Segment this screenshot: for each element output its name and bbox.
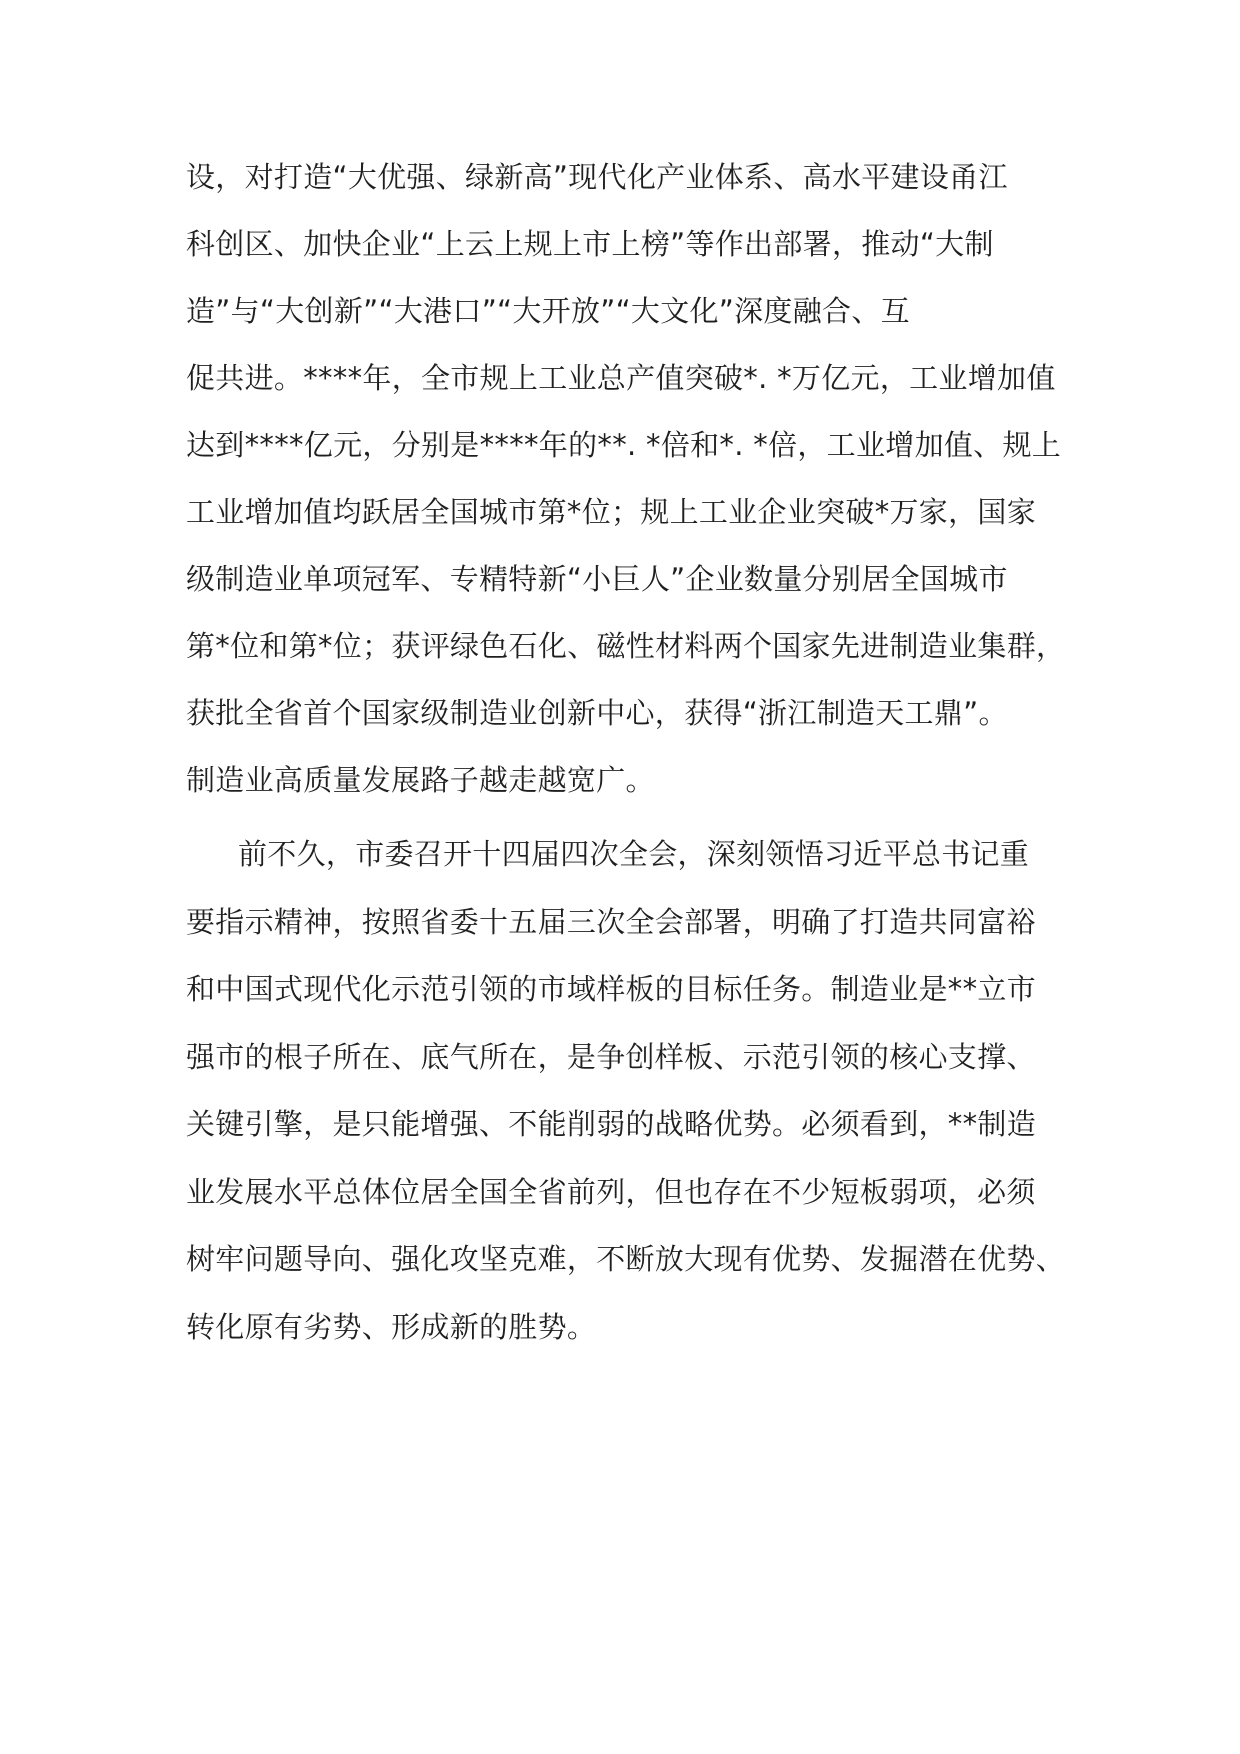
paragraph-2-line: 转化原有劣势、形成新的胜势。 bbox=[186, 1310, 597, 1344]
paragraph-1-line: 造”与“大创新”“大港口”“大开放”“大文化”深度融合、互 bbox=[186, 294, 910, 328]
paragraph-2-line: 强市的根子所在、底气所在，是争创样板、示范引领的核心支撑、 bbox=[186, 1040, 1036, 1074]
paragraph-2-line: 业发展水平总体位居全国全省前列，但也存在不少短板弱项，必须 bbox=[186, 1175, 1036, 1209]
paragraph-2-line: 和中国式现代化示范引领的市域样板的目标任务。制造业是**立市 bbox=[186, 972, 1037, 1006]
paragraph-2-line: 关键引擎，是只能增强、不能削弱的战略优势。必须看到，**制造 bbox=[186, 1107, 1037, 1141]
paragraph-2-line: 树牢问题导向、强化攻坚克难，不断放大现有优势、发掘潜在优势、 bbox=[186, 1242, 1066, 1276]
paragraph-1-line: 获批全省首个国家级制造业创新中心，获得“浙江制造天工鼎”。 bbox=[186, 696, 1008, 730]
paragraph-1-line: 第*位和第*位；获评绿色石化、磁性材料两个国家先进制造业集群， bbox=[186, 629, 1066, 663]
paragraph-1-line: 级制造业单项冠军、专精特新“小巨人”企业数量分别居全国城市 bbox=[186, 562, 1008, 596]
paragraph-1-line: 制造业高质量发展路子越走越宽广。 bbox=[186, 763, 655, 797]
paragraph-1-line: 达到****亿元，分别是****年的**. *倍和*. *倍，工业增加值、规上 bbox=[186, 428, 1062, 462]
paragraph-1-line: 科创区、加快企业“上云上规上市上榜”等作出部署，推动“大制 bbox=[186, 227, 994, 261]
paragraph-2-line: 要指示精神，按照省委十五届三次全会部署，明确了打造共同富裕 bbox=[186, 905, 1036, 939]
paragraph-1-line: 设，对打造“大优强、绿新高”现代化产业体系、高水平建设甬江 bbox=[186, 160, 1008, 194]
paragraph-2-line: 前不久，市委召开十四届四次全会，深刻领悟习近平总书记重 bbox=[238, 837, 1030, 871]
paragraph-1-line: 促共进。****年，全市规上工业总产值突破*. *万亿元，工业增加值 bbox=[186, 361, 1056, 395]
paragraph-1-line: 工业增加值均跃居全国城市第*位；规上工业企业突破*万家，国家 bbox=[186, 495, 1037, 529]
